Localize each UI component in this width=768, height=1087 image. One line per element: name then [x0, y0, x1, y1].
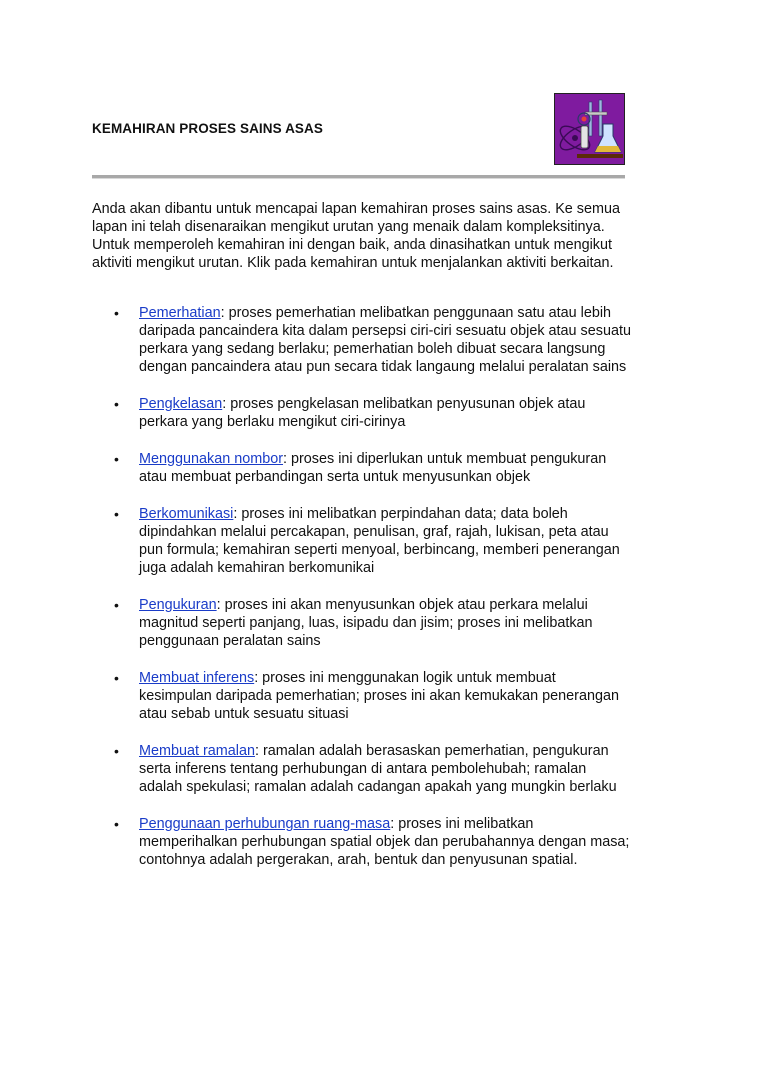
skill-link-ruang-masa[interactable]: Penggunaan perhubungan ruang-masa [139, 816, 391, 832]
skill-description: : proses pengkelasan melibatkan penyusunan objek atau perkara yang berlaku mengikut ciri-cirinya [139, 396, 586, 430]
list-item [92, 395, 632, 431]
skill-description: : ramalan adalah berasaskan pemerhatian, pengukuran serta inferens tentang perhubungan di antara pembolehubah; ramalan adalah spekulasi; ramalan adalah cadangan apakah yang mungkin berlaku [139, 743, 617, 795]
bullet-icon: • [114, 396, 119, 412]
bullet-icon: • [114, 743, 119, 759]
skill-link-membuat-ramalan[interactable]: Membuat ramalan [139, 743, 255, 759]
list-item [92, 815, 632, 869]
bullet-icon: • [114, 670, 119, 686]
page-title: KEMAHIRAN PROSES SAINS ASAS [92, 121, 323, 136]
skill-description: : proses ini melibatkan perpindahan data; data boleh dipindahkan melalui percakapan, penulisan, graf, rajah, lukisan, peta atau pun formula; kemahiran seperti menyoal, berbincang, memberi penerangan juga adalah kemahiran berkomunikai [139, 506, 620, 576]
list-item [92, 742, 632, 796]
skill-description: : proses ini melibatkan memperihalkan perhubungan spatial objek dan perubahannya dengan masa; contohnya adalah pergerakan, arah, bentuk dan penyusunan spatial. [139, 816, 630, 868]
bullet-icon: • [114, 451, 119, 467]
list-item [92, 505, 632, 577]
skill-link-menggunakan-nombor[interactable]: Menggunakan nombor [139, 451, 284, 467]
skill-link-membuat-inferens[interactable]: Membuat inferens [139, 670, 255, 686]
skill-link-pemerhatian[interactable]: Pemerhatian [139, 305, 221, 321]
bullet-icon: • [114, 506, 119, 522]
list-item [92, 304, 632, 376]
skill-link-pengukuran[interactable]: Pengukuran [139, 597, 217, 613]
bullet-icon: • [114, 816, 119, 832]
list-item [92, 596, 632, 650]
bullet-icon: • [114, 597, 119, 613]
intro-paragraph: Anda akan dibantu untuk mencapai lapan kemahiran proses sains asas. Ke semua lapan ini telah disenaraikan mengikut urutan yang menaik dalam kompleksitinya. Untuk memperoleh kemahiran ini dengan baik, anda dinasihatkan untuk mengikut aktiviti mengikut urutan. Klik pada kemahiran untuk menjalankan aktiviti berkaitan. [92, 201, 620, 271]
skill-description: : proses pemerhatian melibatkan penggunaan satu atau lebih daripada pancaindera kita dalam persepsi ciri-ciri sesuatu objek atau sesuatu perkara yang sedang berlaku; pemerhatian boleh dibuat secara langsung dengan pancaindera atau pun secara tidak langaung melalui peralatan sains [139, 305, 631, 375]
science-lab-icon [554, 93, 625, 165]
list-item [92, 450, 632, 486]
bullet-icon: • [114, 305, 119, 321]
skill-description: : proses ini menggunakan logik untuk membuat kesimpulan daripada pemerhatian; proses ini akan kemukakan penerangan atau sebab untuk sesuatu situasi [139, 670, 619, 722]
skill-link-berkomunikasi[interactable]: Berkomunikasi [139, 506, 234, 522]
skill-description: : proses ini akan menyusunkan objek atau perkara melalui magnitud seperti panjang, luas, isipadu dan jisim; proses ini melibatkan penggunaan peralatan sains [139, 597, 593, 649]
skill-list [92, 304, 632, 888]
skill-link-pengkelasan[interactable]: Pengkelasan [139, 396, 223, 412]
horizontal-divider [92, 175, 625, 179]
skill-description: : proses ini diperlukan untuk membuat pengukuran atau membuat perbandingan serta untuk menyusunkan objek [139, 451, 607, 485]
list-item [92, 669, 632, 723]
